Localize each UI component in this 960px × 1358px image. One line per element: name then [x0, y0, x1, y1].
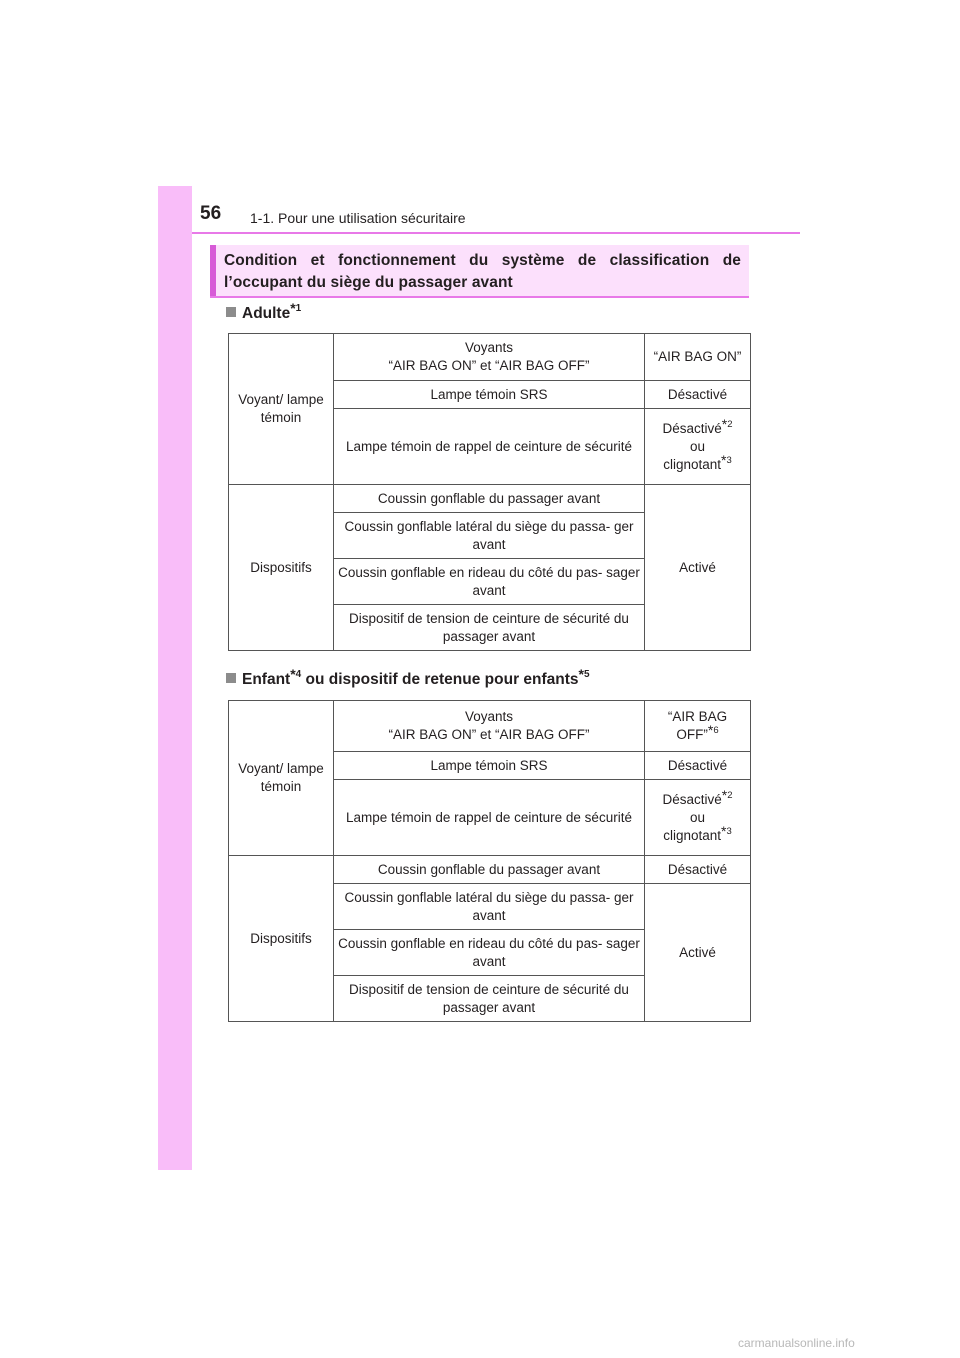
srs-state-cell: Désactivé [645, 752, 751, 780]
srs-label-cell: Lampe témoin SRS [334, 381, 645, 409]
devices-state-cell: Activé [645, 884, 751, 1022]
adult-heading: Adulte$^{*1}$ [226, 300, 301, 323]
section-accent-bar [210, 245, 216, 296]
devices-group-cell: Dispositifs [229, 485, 334, 651]
adult-status-table [228, 333, 751, 651]
table-row [229, 485, 751, 513]
adult-heading-text: Adulte [242, 305, 291, 322]
voyants-label-cell: Voyants “AIR BAG ON” et “AIR BAG OFF” [334, 701, 645, 752]
voyants-state-cell: “AIR BAG OFF”$^{*6}$ [645, 701, 751, 752]
device-cell: Coussin gonflable latéral du siège du passa- ger avant [334, 513, 645, 559]
indicator-group-cell: Voyant/ lampe témoin [229, 334, 334, 485]
header-divider [192, 232, 800, 234]
chapter-title: 1-1. Pour une utilisation sécuritaire [250, 210, 466, 226]
srs-state-cell: Désactivé [645, 381, 751, 409]
table-row [229, 334, 751, 381]
device-cell: Dispositif de tension de ceinture de sécurité du passager avant [334, 976, 645, 1022]
section-title: Condition et fonctionnement du système de classification de l’occupant du siège du passager avant [224, 252, 741, 291]
child-status-table [228, 700, 751, 1022]
adult-heading-note: 1 [295, 303, 302, 314]
srs-label-cell: Lampe témoin SRS [334, 752, 645, 780]
devices-state-cell: Activé [645, 485, 751, 651]
seatbelt-label-cell: Lampe témoin de rappel de ceinture de sécurité [334, 409, 645, 485]
device-cell: Coussin gonflable du passager avant [334, 856, 645, 884]
device-cell: Coussin gonflable latéral du siège du passa- ger avant [334, 884, 645, 930]
device-cell: Dispositif de tension de ceinture de sécurité du passager avant [334, 605, 645, 651]
watermark-text: carmanualsonline.info [738, 1336, 855, 1350]
bullet-square-icon [226, 307, 236, 317]
page-number: 56 [200, 203, 222, 224]
table-row [229, 856, 751, 884]
device-cell: Coussin gonflable du passager avant [334, 485, 645, 513]
voyants-state-cell: “AIR BAG ON” [645, 334, 751, 381]
voyants-label-cell: Voyants “AIR BAG ON” et “AIR BAG OFF” [334, 334, 645, 381]
child-heading: Enfant$^{*4}$ ou dispositif de retenue pour enfants$^{*5}$ [226, 666, 590, 689]
bullet-square-icon [226, 673, 236, 683]
device-state-cell: Désactivé [645, 856, 751, 884]
indicator-group-cell: Voyant/ lampe témoin [229, 701, 334, 856]
seatbelt-label-cell: Lampe témoin de rappel de ceinture de sécurité [334, 780, 645, 856]
seatbelt-state-cell: Désactivé$^{*2}$ ou clignotant$^{*3}$ [645, 780, 751, 856]
side-tab-strip [158, 186, 192, 1170]
seatbelt-state-cell: Désactivé$^{*2}$ ou clignotant$^{*3}$ [645, 409, 751, 485]
device-cell: Coussin gonflable en rideau du côté du pas- sager avant [334, 930, 645, 976]
device-cell: Coussin gonflable en rideau du côté du pas- sager avant [334, 559, 645, 605]
table-row [229, 701, 751, 752]
section-heading-box [210, 245, 749, 298]
devices-group-cell: Dispositifs [229, 856, 334, 1022]
